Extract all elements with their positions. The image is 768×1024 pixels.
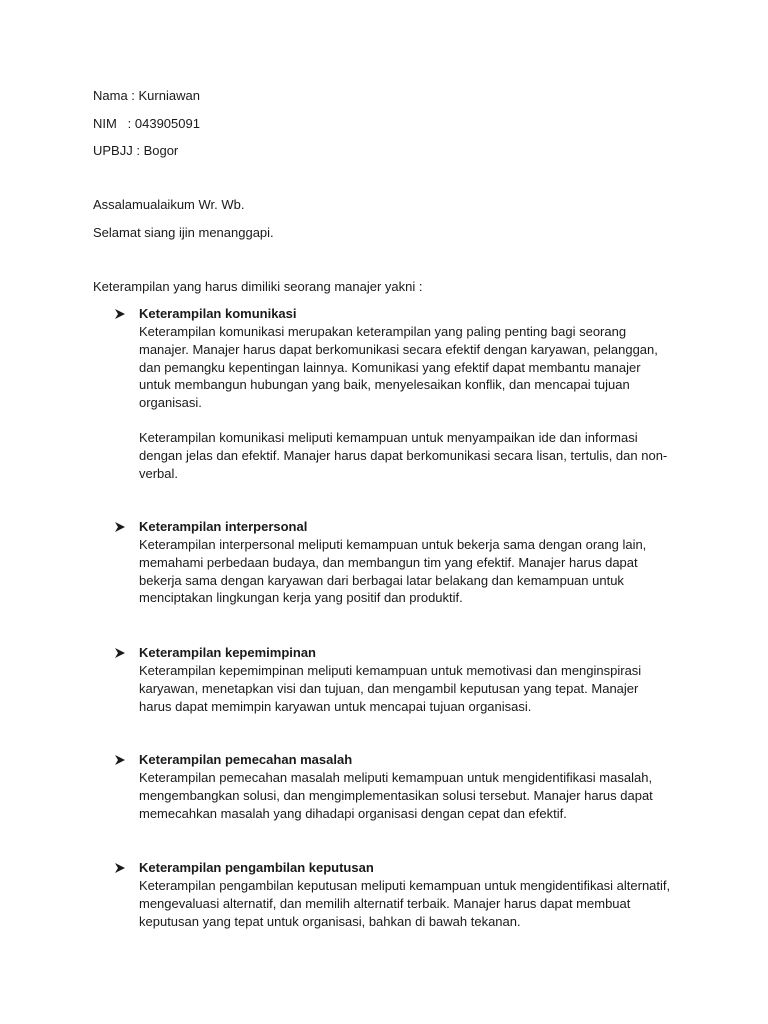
arrow-bullet-icon	[113, 305, 127, 323]
student-upbjj: UPBJJ : Bogor	[93, 143, 179, 158]
arrow-bullet-icon	[113, 859, 127, 877]
item-paragraph: Keterampilan pengambilan keputusan meliputi kemampuan untuk mengidentifikasi alternatif, mengevaluasi alternatif, dan memilih alternatif terbaik. Manajer harus dapat membuat keputusan yang tepat untuk organisasi, bahkan di bawah tekanan.	[139, 878, 671, 929]
arrow-bullet-icon	[113, 518, 127, 536]
student-nim: NIM : 043905091	[93, 116, 200, 131]
item-title: Keterampilan pengambilan keputusan	[139, 860, 374, 875]
arrow-bullet-icon	[113, 751, 127, 769]
item-paragraph: Keterampilan pemecahan masalah meliputi kemampuan untuk mengidentifikasi masalah, mengembangkan solusi, dan mengimplementasikan solusi tersebut. Manajer harus dapat memecahkan masalah yang dihadapi organisasi dengan cepat dan efektif.	[139, 770, 653, 821]
greeting-opening: Selamat siang ijin menanggapi.	[93, 225, 274, 240]
item-paragraph: Keterampilan komunikasi merupakan keterampilan yang paling penting bagi seorang manajer. Manajer harus dapat berkomunikasi secara efektif dengan karyawan, pelanggan, dan pemangku kepentingan lainnya. Komunikasi yang efektif dapat membantu manajer untuk membangun hubungan yang baik, menyelesaikan konflik, dan mencapai tujuan organisasi.	[139, 324, 658, 411]
item-paragraph: Keterampilan interpersonal meliputi kemampuan untuk bekerja sama dengan orang lain, memahami perbedaan budaya, dan membangun tim yang efektif. Manajer harus dapat bekerja sama dengan karyawan dari berbagai latar belakang dan kemampuan untuk menciptakan lingkungan kerja yang positif dan produktif.	[139, 537, 647, 606]
item-title: Keterampilan pemecahan masalah	[139, 752, 353, 767]
greeting-salam: Assalamualaikum Wr. Wb.	[93, 197, 245, 212]
item-paragraph: Keterampilan komunikasi meliputi kemampuan untuk menyampaikan ide dan informasi dengan jelas dan efektif. Manajer harus dapat berkomunikasi secara lisan, tertulis, dan non-verbal.	[139, 430, 668, 481]
item-title: Keterampilan kepemimpinan	[139, 645, 316, 660]
student-name: Nama : Kurniawan	[93, 88, 200, 103]
item-title: Keterampilan interpersonal	[139, 519, 308, 534]
item-paragraph: Keterampilan kepemimpinan meliputi kemampuan untuk memotivasi dan menginspirasi karyawan, menetapkan visi dan tujuan, dan mengambil keputusan yang tepat. Manajer harus dapat memimpin karyawan untuk mencapai tujuan organisasi.	[139, 663, 642, 714]
arrow-bullet-icon	[113, 644, 127, 662]
intro-text: Keterampilan yang harus dimiliki seorang manajer yakni :	[93, 279, 423, 294]
item-title: Keterampilan komunikasi	[139, 306, 297, 321]
